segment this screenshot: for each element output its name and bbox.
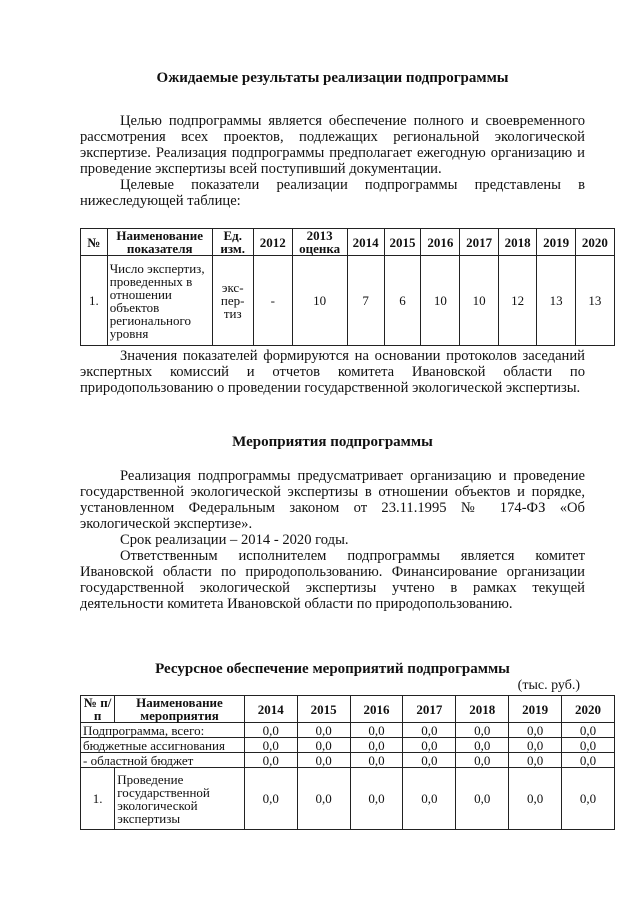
table-cell: 0,0	[456, 753, 509, 768]
table-row	[81, 723, 615, 738]
table-cell: 0,0	[297, 753, 350, 768]
column-header: 2017	[460, 229, 498, 256]
section-title-resources: Ресурсное обеспечение мероприятий подпрограммы	[155, 661, 510, 677]
table-cell: 0,0	[562, 738, 615, 753]
table-cell: 0,0	[456, 723, 509, 738]
table-cell: 0,0	[562, 753, 615, 768]
column-header: Наименование показателя	[107, 229, 212, 256]
column-header: №	[81, 229, 108, 256]
column-header: 2020	[562, 696, 615, 723]
table-row	[81, 738, 615, 753]
column-header: Ед. изм.	[212, 229, 253, 256]
table-row	[81, 753, 615, 768]
table-cell: 0,0	[350, 723, 403, 738]
indicators-table	[80, 228, 615, 346]
table-header-row	[81, 229, 615, 256]
section-title-measures: Мероприятия подпрограммы	[232, 434, 433, 450]
section-title: Ожидаемые результаты реализации подпрограммы	[156, 70, 509, 86]
table-row	[81, 256, 615, 346]
paragraph-term: Срок реализации – 2014 - 2020 годы.	[120, 532, 349, 548]
column-header: № п/п	[81, 696, 115, 723]
table-cell: 0,0	[297, 723, 350, 738]
table-cell: -	[253, 256, 292, 346]
table-cell: 0,0	[244, 753, 297, 768]
column-header: 2013 оценка	[292, 229, 347, 256]
column-header: 2017	[403, 696, 456, 723]
text-block-1	[80, 113, 585, 209]
table-cell: Число экспертиз, проведенных в отношении объектов регионального уровня	[107, 256, 212, 346]
table-cell: 0,0	[403, 738, 456, 753]
table-cell: экс-пер-тиз	[212, 256, 253, 346]
table-cell: 0,0	[562, 768, 615, 830]
table-cell: 0,0	[403, 723, 456, 738]
paragraph-executor: Ответственным исполнителем подпрограммы является комитет Ивановской области по природопользованию. Финансирование организации государственной экологической экспертизы учтено в рамках текущей деятельности комитета Ивановской области по природопользованию.	[80, 548, 585, 612]
column-header: 2015	[384, 229, 421, 256]
column-header: 2016	[421, 229, 460, 256]
unit-label: (тыс. руб.)	[517, 678, 580, 693]
column-header: 2016	[350, 696, 403, 723]
table-cell: 0,0	[297, 768, 350, 830]
table-row	[81, 768, 615, 830]
table-cell: 0,0	[509, 723, 562, 738]
column-header: Наименование мероприятия	[115, 696, 245, 723]
table-cell: 0,0	[509, 738, 562, 753]
table-header-row	[81, 696, 615, 723]
paragraph-indicators-source: Значения показателей формируются на основании протоколов заседаний экспертных комиссий и отчетов комитета Ивановской области по природопользованию о проведении государственной экологической экспертизы.	[80, 348, 585, 396]
paragraph-implementation: Реализация подпрограммы предусматривает организацию и проведение государственной экологической экспертизы в отношении объектов и порядке, установленном Федеральным законом от 23.11.1995 № 174-ФЗ «Об экологической экспертизе».	[80, 468, 585, 532]
table-cell: 7	[347, 256, 384, 346]
row-label: Проведение государственной экологической экспертизы	[115, 768, 245, 830]
table-cell: 0,0	[456, 738, 509, 753]
table-cell: 13	[575, 256, 614, 346]
column-header: 2012	[253, 229, 292, 256]
column-header: 2019	[509, 696, 562, 723]
row-label: - областной бюджет	[81, 753, 245, 768]
table-cell: 12	[498, 256, 536, 346]
column-header: 2015	[297, 696, 350, 723]
table-cell: 0,0	[403, 753, 456, 768]
column-header: 2014	[347, 229, 384, 256]
table-cell: 10	[292, 256, 347, 346]
row-label: бюджетные ассигнования	[81, 738, 245, 753]
table-cell: 0,0	[456, 768, 509, 830]
table-cell: 0,0	[350, 738, 403, 753]
resources-table	[80, 695, 615, 830]
table-cell: 0,0	[244, 723, 297, 738]
column-header: 2020	[575, 229, 614, 256]
table-cell: 0,0	[297, 738, 350, 753]
table-cell: 13	[537, 256, 575, 346]
column-header: 2018	[456, 696, 509, 723]
table-cell: 0,0	[350, 753, 403, 768]
table-cell: 0,0	[403, 768, 456, 830]
table-cell: 0,0	[244, 768, 297, 830]
text-block-3	[80, 468, 585, 612]
table-cell: 0,0	[350, 768, 403, 830]
paragraph-table-intro: Целевые показатели реализации подпрограммы представлены в нижеследующей таблице:	[80, 177, 585, 209]
table-cell: 1.	[81, 256, 108, 346]
column-header: 2018	[498, 229, 536, 256]
paragraph-goal: Целью подпрограммы является обеспечение полного и своевременного рассмотрения всех проектов, подлежащих региональной экологической экспертизе. Реализация подпрограммы предполагает ежегодную организацию и проведение экспертизы всей поступивший документации.	[80, 113, 585, 177]
row-label: Подпрограмма, всего:	[81, 723, 245, 738]
table-cell: 10	[460, 256, 498, 346]
row-number: 1.	[81, 768, 115, 830]
column-header: 2014	[244, 696, 297, 723]
table-cell: 0,0	[509, 753, 562, 768]
table-cell: 0,0	[562, 723, 615, 738]
table-cell: 0,0	[509, 768, 562, 830]
table-cell: 10	[421, 256, 460, 346]
text-block-2	[80, 348, 585, 396]
column-header: 2019	[537, 229, 575, 256]
table-cell: 0,0	[244, 738, 297, 753]
table-cell: 6	[384, 256, 421, 346]
